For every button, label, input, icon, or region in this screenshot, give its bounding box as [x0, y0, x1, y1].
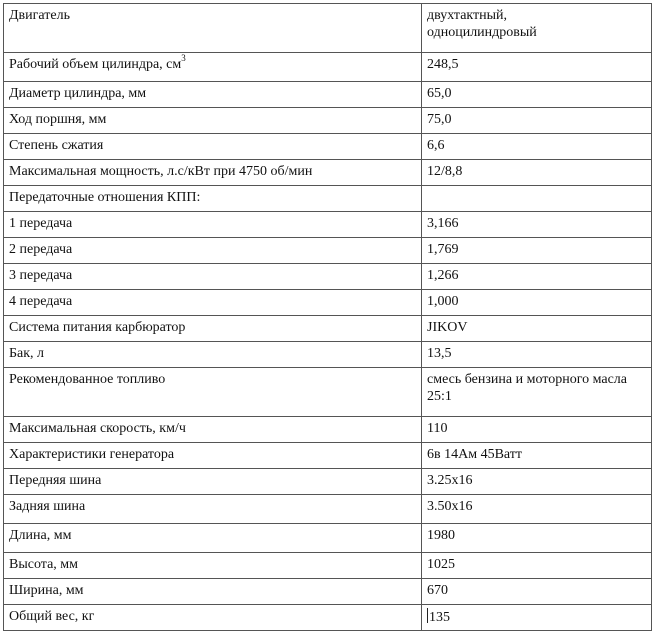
- row-value: 110: [422, 417, 652, 443]
- table-row: [4, 342, 652, 368]
- table-row: [4, 238, 652, 264]
- table-row: [4, 82, 652, 108]
- table-row: [4, 53, 652, 82]
- row-value: 6,6: [422, 134, 652, 160]
- row-label: Диаметр цилиндра, мм: [4, 82, 422, 108]
- row-label: 2 передача: [4, 238, 422, 264]
- row-label: 1 передача: [4, 212, 422, 238]
- table-row: [4, 443, 652, 469]
- row-label: 3 передача: [4, 264, 422, 290]
- table-row: [4, 4, 652, 53]
- text-cursor: [427, 608, 428, 623]
- row-value: 1025: [422, 553, 652, 579]
- row-label: Максимальная мощность, л.с/кВт при 4750 об/мин: [4, 160, 422, 186]
- spec-table: [3, 3, 652, 631]
- row-label: Передаточные отношения КПП:: [4, 186, 422, 212]
- row-label: Максимальная скорость, км/ч: [4, 417, 422, 443]
- table-row: [4, 495, 652, 524]
- table-row: [4, 469, 652, 495]
- row-value: 1,769: [422, 238, 652, 264]
- row-value: 65,0: [422, 82, 652, 108]
- row-value: 670: [422, 579, 652, 605]
- row-label-superscript: 3: [181, 53, 186, 64]
- table-row: [4, 264, 652, 290]
- row-value: JIKOV: [422, 316, 652, 342]
- table-row: [4, 368, 652, 417]
- table-row: [4, 524, 652, 553]
- table-row: [4, 316, 652, 342]
- row-value: 1980: [422, 524, 652, 553]
- row-label: Двигатель: [4, 4, 422, 53]
- row-value: двухтактный, одноцилиндровый: [422, 4, 652, 53]
- row-label: Степень сжатия: [4, 134, 422, 160]
- row-value: 13,5: [422, 342, 652, 368]
- table-row: [4, 212, 652, 238]
- row-label: 4 передача: [4, 290, 422, 316]
- row-value: 1,266: [422, 264, 652, 290]
- table-row: [4, 186, 652, 212]
- row-value: 6в 14Ам 45Ватт: [422, 443, 652, 469]
- row-label: Задняя шина: [4, 495, 422, 524]
- table-row: [4, 605, 652, 631]
- row-label: Ширина, мм: [4, 579, 422, 605]
- table-row: [4, 553, 652, 579]
- row-label: Система питания карбюратор: [4, 316, 422, 342]
- row-value: 3.25x16: [422, 469, 652, 495]
- row-label: Длина, мм: [4, 524, 422, 553]
- row-value: 75,0: [422, 108, 652, 134]
- table-row: [4, 290, 652, 316]
- row-value-text: 135: [429, 610, 450, 625]
- row-value[interactable]: [422, 605, 652, 631]
- row-value: 12/8,8: [422, 160, 652, 186]
- table-row: [4, 134, 652, 160]
- row-label: Ход поршня, мм: [4, 108, 422, 134]
- table-row: [4, 160, 652, 186]
- row-value: [422, 186, 652, 212]
- table-row: [4, 417, 652, 443]
- row-label: Высота, мм: [4, 553, 422, 579]
- row-value: смесь бензина и моторного масла 25:1: [422, 368, 652, 417]
- table-row: [4, 579, 652, 605]
- row-label: Рекомендованное топливо: [4, 368, 422, 417]
- row-label: Бак, л: [4, 342, 422, 368]
- row-label: Общий вес, кг: [4, 605, 422, 631]
- row-value: 3.50x16: [422, 495, 652, 524]
- row-label: Передняя шина: [4, 469, 422, 495]
- row-label: [4, 53, 422, 82]
- row-label: Характеристики генератора: [4, 443, 422, 469]
- row-value: 3,166: [422, 212, 652, 238]
- table-row: [4, 108, 652, 134]
- row-label-text: Рабочий объем цилиндра, см: [9, 57, 182, 72]
- row-value: 248,5: [422, 53, 652, 82]
- row-value: 1,000: [422, 290, 652, 316]
